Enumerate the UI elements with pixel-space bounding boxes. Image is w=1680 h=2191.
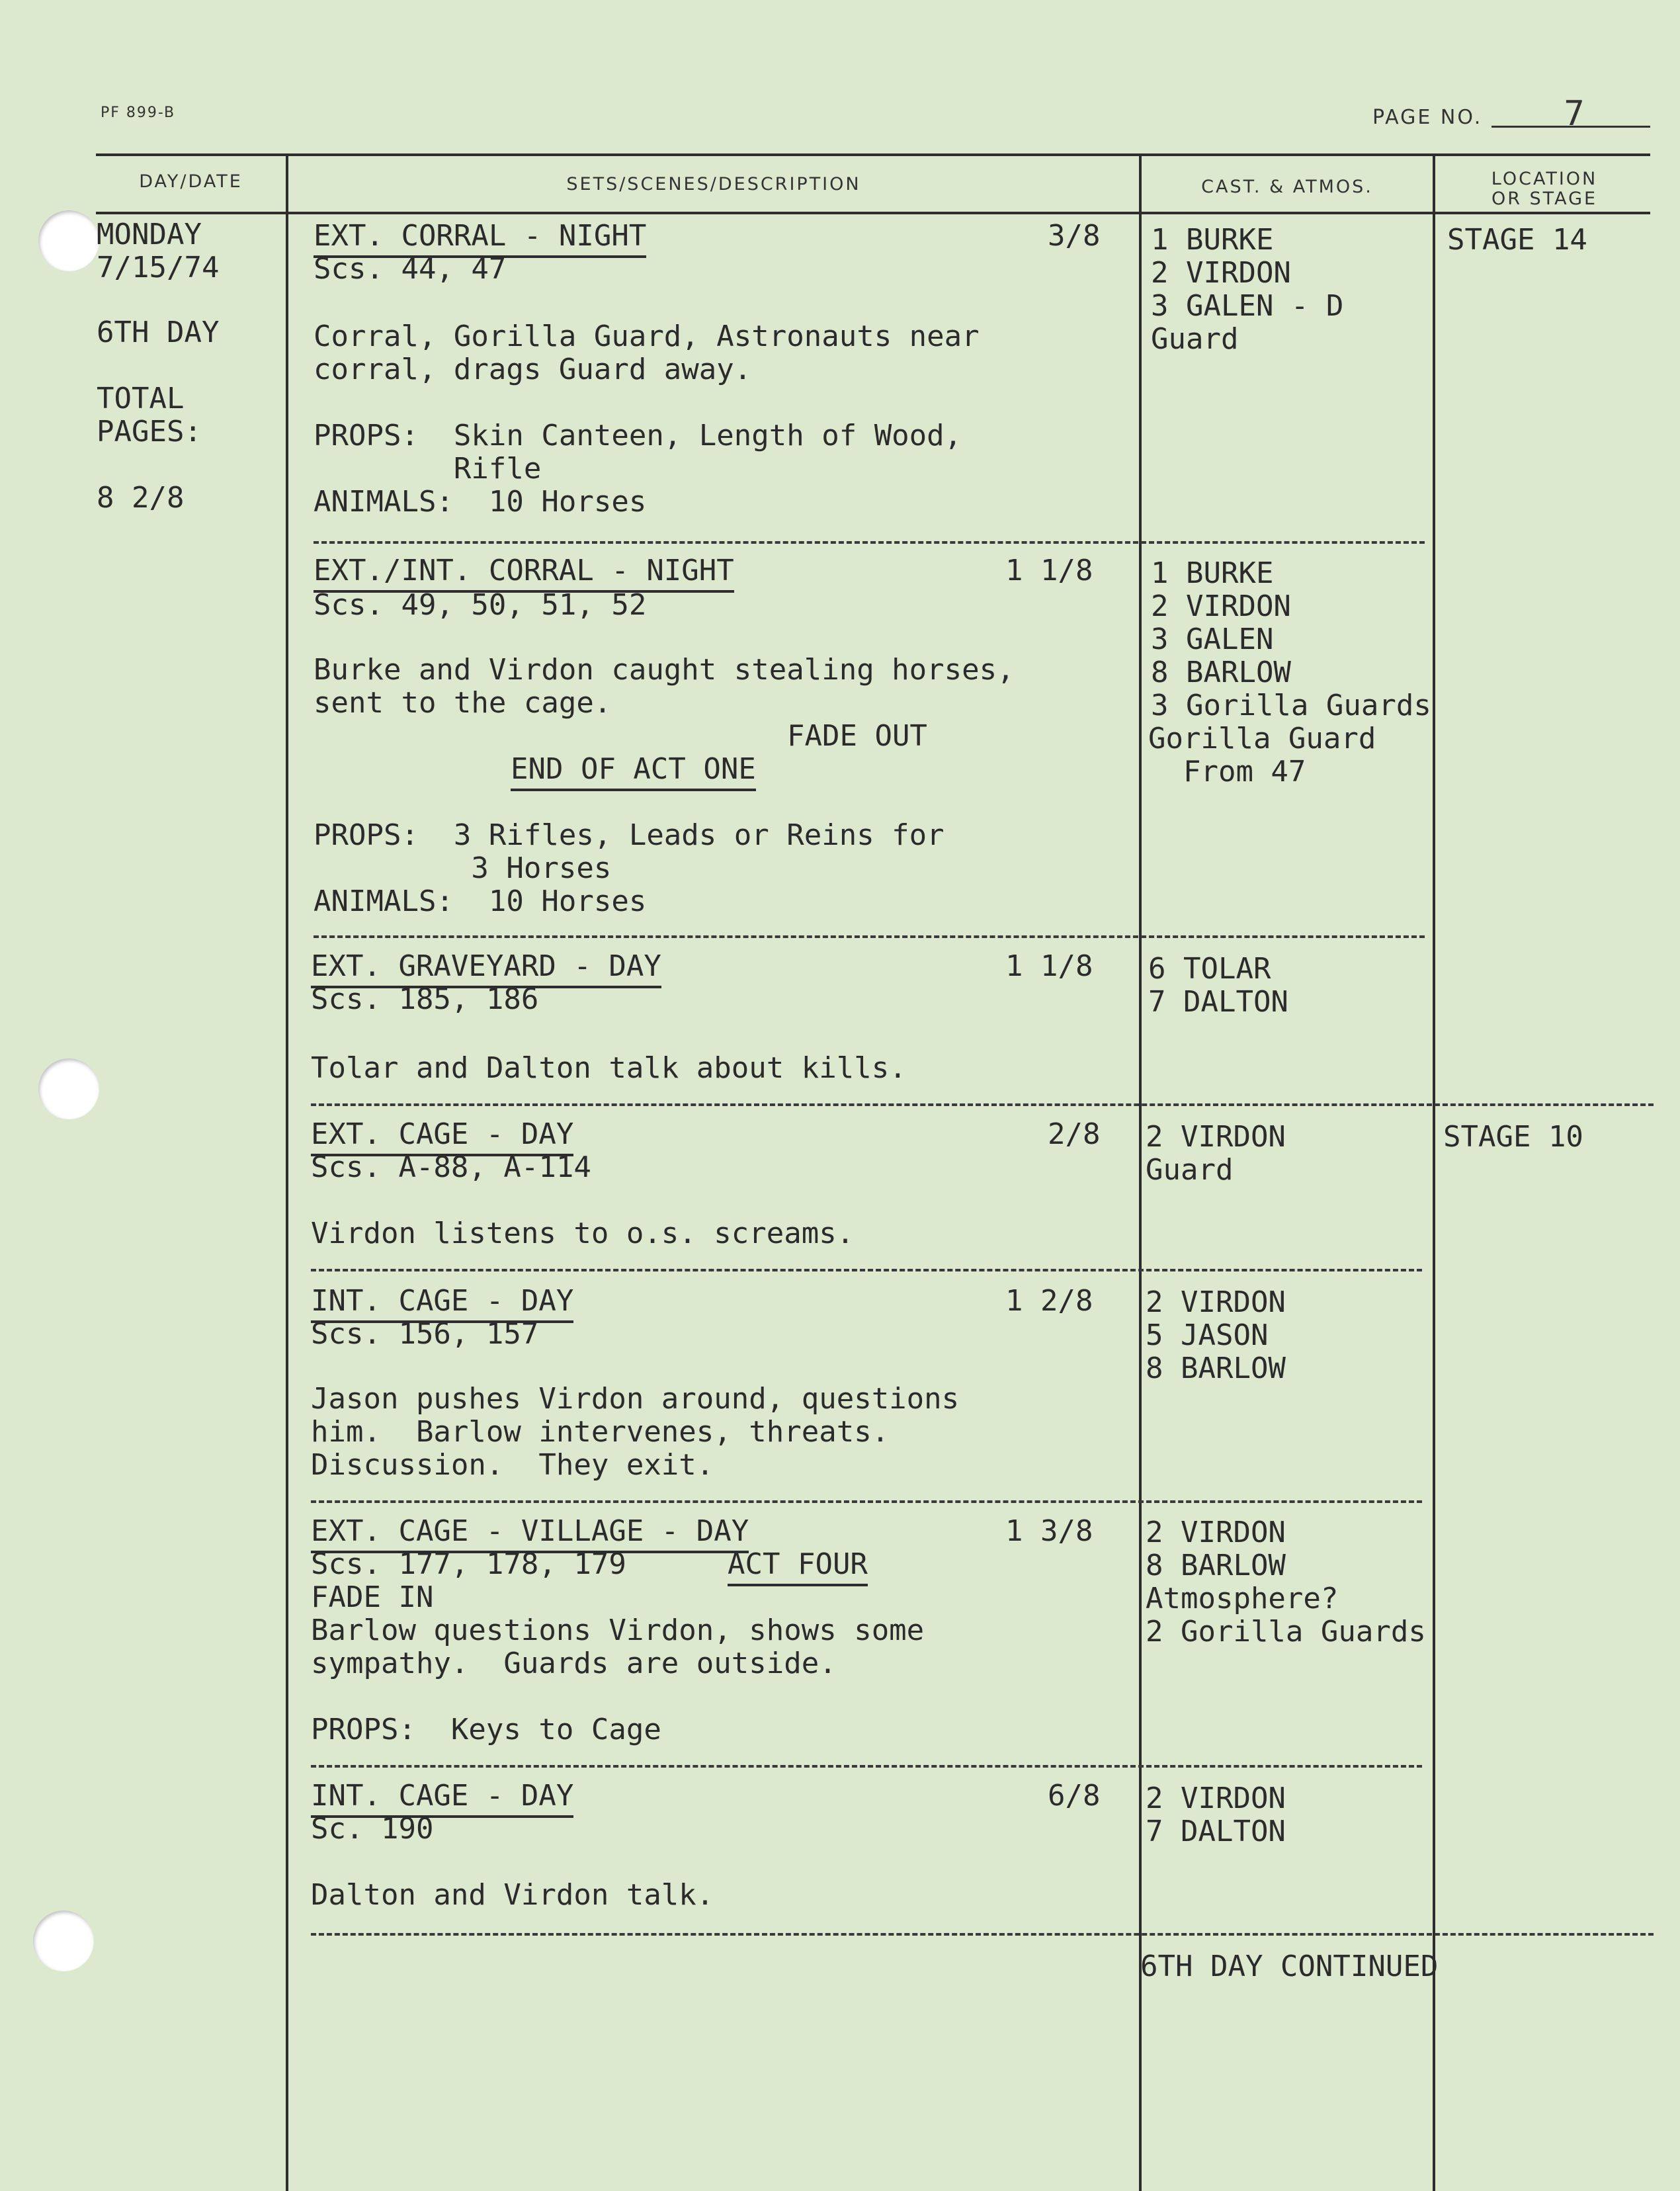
scene-separator	[311, 1933, 1654, 1936]
cast-entry: 7 DALTON	[1148, 985, 1288, 1019]
cast-entry: 3 Gorilla Guards	[1151, 689, 1431, 722]
day-weekday: MONDAY	[97, 218, 202, 251]
scene-separator	[311, 1765, 1422, 1768]
scene-heading: EXT. CAGE - DAY	[311, 1118, 573, 1156]
page-number: 7	[1564, 94, 1585, 134]
cast-entry: 6 TOLAR	[1148, 952, 1271, 986]
scene-numbers: Scs. 156, 157	[311, 1317, 539, 1351]
scene-length: 2/8	[1048, 1117, 1101, 1151]
scene-length: 1 1/8	[1005, 554, 1093, 587]
scene-description: corral, drags Guard away.	[314, 353, 752, 386]
scene-animals: ANIMALS: 10 Horses	[314, 485, 647, 519]
scene-numbers: Scs. 177, 178, 179	[311, 1547, 626, 1581]
scene-description: Tolar and Dalton talk about kills.	[311, 1051, 907, 1085]
form-code: PF 899-B	[101, 105, 176, 121]
scene-props: PROPS: Skin Canteen, Length of Wood,	[314, 419, 962, 452]
scene-description: Corral, Gorilla Guard, Astronauts near	[314, 320, 980, 353]
binder-hole	[33, 1911, 94, 1971]
scene-animals: ANIMALS: 10 Horses	[314, 884, 647, 918]
scene-props: PROPS: 3 Rifles, Leads or Reins for	[314, 818, 945, 852]
header-location-2: OR STAGE	[1491, 189, 1598, 209]
binder-hole	[38, 1058, 99, 1119]
cast-entry: From 47	[1148, 755, 1306, 789]
scene-description: Barlow questions Virdon, shows some	[311, 1613, 925, 1647]
column-divider	[1139, 156, 1142, 2191]
cast-entry: 8 BARLOW	[1146, 1352, 1286, 1385]
cast-entry: Gorilla Guard	[1148, 722, 1376, 755]
scene-location: STAGE 10	[1443, 1120, 1583, 1154]
scene-description: Burke and Virdon caught stealing horses,	[314, 653, 1015, 687]
scene-description: Jason pushes Virdon around, questions	[311, 1382, 960, 1416]
cast-entry: 2 Gorilla Guards	[1146, 1615, 1426, 1649]
cast-entry: Guard	[1151, 322, 1239, 356]
scene-heading: EXT. GRAVEYARD - DAY	[311, 950, 661, 988]
scene-heading: INT. CAGE - DAY	[311, 1285, 573, 1323]
scene-length: 6/8	[1048, 1779, 1101, 1813]
cast-entry: 2 VIRDON	[1151, 256, 1291, 290]
table-top-rule	[96, 153, 1650, 156]
header-cast: CAST. & ATMOS.	[1201, 177, 1373, 197]
scene-numbers: Scs. 49, 50, 51, 52	[314, 588, 647, 622]
total-pages-value: 8 2/8	[97, 481, 185, 515]
scene-description: Discussion. They exit.	[311, 1448, 714, 1482]
cast-entry: 3 GALEN - D	[1151, 289, 1344, 323]
scene-numbers: Scs. 185, 186	[311, 982, 539, 1016]
cast-entry: 3 GALEN	[1151, 623, 1274, 656]
scene-length: 1 3/8	[1005, 1514, 1093, 1548]
page-number-line	[1491, 126, 1650, 128]
cast-entry: 1 BURKE	[1151, 556, 1274, 590]
scene-heading: EXT./INT. CORRAL - NIGHT	[314, 554, 734, 593]
binder-hole	[38, 210, 99, 271]
scene-separator	[311, 1103, 1654, 1106]
cast-entry: 8 BARLOW	[1151, 656, 1291, 689]
scene-separator	[314, 541, 1425, 544]
scene-length: 1 1/8	[1005, 949, 1093, 983]
scene-location: STAGE 14	[1447, 223, 1587, 257]
cast-entry: Guard	[1146, 1153, 1234, 1187]
scene-description: FADE IN	[311, 1580, 434, 1614]
day-number: 6TH DAY	[97, 316, 220, 349]
column-divider	[286, 153, 288, 2191]
scene-numbers: Scs. 44, 47	[314, 252, 507, 286]
header-day-date: DAY/DATE	[139, 171, 243, 192]
day-date: 7/15/74	[97, 251, 220, 284]
header-bottom-rule	[96, 212, 1650, 214]
scene-description: sympathy. Guards are outside.	[311, 1647, 837, 1680]
cast-entry: 1 BURKE	[1151, 223, 1274, 257]
scene-separator	[314, 935, 1425, 938]
scene-heading: EXT. CAGE - VILLAGE - DAY	[311, 1515, 749, 1553]
cast-entry: 2 VIRDON	[1146, 1516, 1286, 1549]
scene-description: Virdon listens to o.s. screams.	[311, 1217, 855, 1250]
column-divider	[1433, 156, 1435, 2191]
header-sets-scenes: SETS/SCENES/DESCRIPTION	[566, 174, 861, 194]
scene-props: 3 Horses	[314, 851, 612, 885]
cast-entry: 2 VIRDON	[1146, 1120, 1286, 1154]
scene-length: 1 2/8	[1005, 1284, 1093, 1318]
fade-out: FADE OUT	[787, 719, 927, 753]
scene-description: sent to the cage.	[314, 686, 612, 720]
scene-numbers: Scs. A-88, A-114	[311, 1150, 591, 1184]
scene-length: 3/8	[1048, 219, 1101, 253]
cast-entry: 2 VIRDON	[1151, 589, 1291, 623]
end-of-act: END OF ACT ONE	[511, 753, 756, 791]
cast-entry: 8 BARLOW	[1146, 1549, 1286, 1582]
act-label: ACT FOUR	[728, 1548, 868, 1586]
scene-description: Dalton and Virdon talk.	[311, 1878, 714, 1912]
scene-separator	[311, 1500, 1422, 1503]
scene-props: Rifle	[314, 452, 542, 486]
scene-separator	[311, 1269, 1422, 1271]
cast-entry: 2 VIRDON	[1146, 1285, 1286, 1319]
total-pages-label: PAGES:	[97, 415, 202, 449]
header-location-1: LOCATION	[1491, 169, 1598, 189]
scene-heading: INT. CAGE - DAY	[311, 1780, 573, 1818]
day-continued: 6TH DAY CONTINUED	[1140, 1950, 1439, 1983]
scene-heading: EXT. CORRAL - NIGHT	[314, 220, 646, 258]
scene-description: him. Barlow intervenes, threats.	[311, 1415, 890, 1449]
scene-numbers: Sc. 190	[311, 1812, 434, 1846]
total-pages-label: TOTAL	[97, 382, 185, 415]
page-number-label: PAGE NO.	[1372, 106, 1483, 129]
scene-props: PROPS: Keys to Cage	[311, 1713, 661, 1746]
cast-entry: 2 VIRDON	[1146, 1782, 1286, 1815]
cast-entry: Atmosphere?	[1146, 1582, 1339, 1615]
cast-entry: 7 DALTON	[1146, 1815, 1286, 1848]
cast-entry: 5 JASON	[1146, 1318, 1269, 1352]
